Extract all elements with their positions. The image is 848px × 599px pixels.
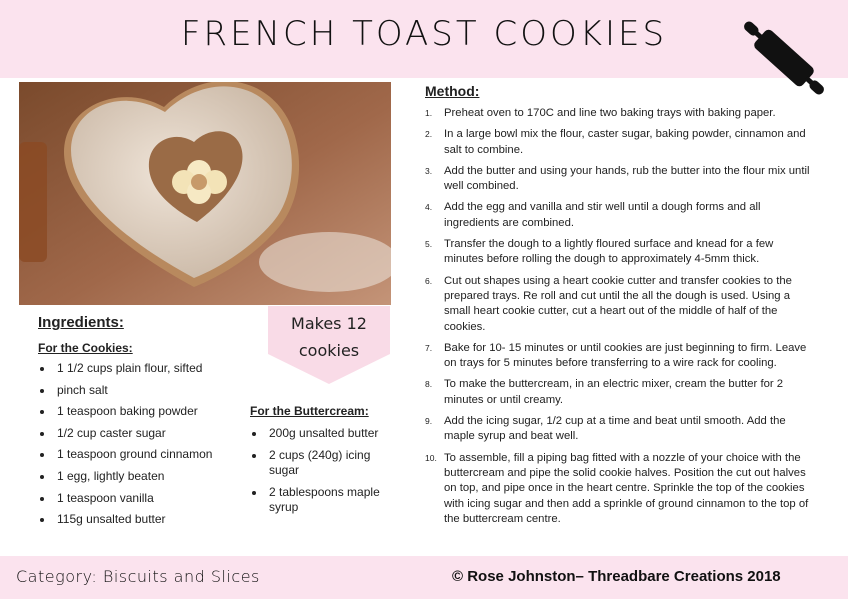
makes-badge-text	[268, 310, 390, 364]
step-number: 2.	[425, 129, 433, 140]
rolling-pin-icon	[728, 4, 840, 112]
method-step	[425, 377, 815, 408]
list-item: pinch salt	[38, 383, 238, 398]
footer-band	[0, 556, 848, 599]
method-step	[425, 274, 815, 335]
step-number: 5.	[425, 239, 433, 250]
buttercream-subheading: For the Buttercream:	[250, 404, 369, 418]
method-step	[425, 200, 815, 231]
copyright-text: © Rose Johnston– Threadbare Creations 2018	[452, 568, 781, 585]
step-number: 6.	[425, 275, 433, 286]
step-text: To make the buttercream, in an electric mixer, cream the butter for 2 minutes or until creamy.	[444, 378, 784, 406]
step-text: Add the butter and using your hands, rub the butter into the flour mix until well combined.	[444, 164, 810, 193]
method-step	[425, 414, 815, 445]
step-text: Bake for 10- 15 minutes or until cookies are just beginning to firm. Leave on trays for 5 minutes before transferring to a wire rack for cooling.	[444, 341, 807, 370]
cookies-subheading: For the Cookies:	[38, 341, 133, 355]
cookie-photo	[19, 82, 391, 305]
list-item: 115g unsalted butter	[38, 512, 238, 527]
recipe-title: FRENCH TOAST COOKIES	[180, 14, 668, 54]
list-item: 1 teaspoon ground cinnamon	[38, 447, 238, 462]
step-text: Preheat oven to 170C and line two baking trays with baking paper.	[444, 107, 776, 119]
list-item: 2 tablespoons maple syrup	[250, 485, 400, 515]
step-number: 9.	[425, 416, 433, 427]
makes-line-1: Makes 12	[291, 314, 367, 333]
step-text: Cut out shapes using a heart cookie cutter and transfer cookies to the prepared trays. Re roll and cut until the all the dough is used. Using a small heart cookie cutter, cut a heart out of the middle of half of the cookies.	[444, 274, 792, 333]
step-number: 10.	[425, 452, 437, 463]
list-item: 1 egg, lightly beaten	[38, 469, 238, 484]
method-step	[425, 341, 815, 372]
method-step	[425, 451, 815, 527]
makes-line-2: cookies	[298, 341, 360, 360]
step-number: 8.	[425, 379, 433, 390]
list-item: 1 1/2 cups plain flour, sifted	[38, 361, 238, 376]
method-step	[425, 164, 815, 195]
method-heading: Method:	[425, 83, 480, 99]
ingredients-heading: Ingredients:	[38, 314, 124, 331]
step-number: 7.	[425, 342, 433, 353]
category-label: Category: Biscuits and Slices	[16, 567, 260, 586]
step-number: 4.	[425, 202, 433, 213]
step-text: Add the egg and vanilla and stir well until a dough forms and all ingredients are combined.	[444, 201, 761, 229]
buttercream-ingredient-list	[250, 426, 400, 522]
cookies-ingredient-list	[38, 361, 238, 534]
method-steps	[425, 106, 815, 533]
list-item: 1 teaspoon baking powder	[38, 404, 238, 419]
step-text: Transfer the dough to a lightly floured surface and knead for a few minutes before rolling the dough to approximately 4-5mm thick.	[444, 238, 774, 266]
list-item: 200g unsalted butter	[250, 426, 400, 441]
list-item: 1/2 cup caster sugar	[38, 426, 238, 441]
step-text: To assemble, fill a piping bag fitted with a nozzle of your choice with the buttercream and pipe the solid cookie halves. Position the cut out halves on top, and pipe once in the heart centre. Sprinkle the top of the cookies with icing sugar and then add a sprinkle of ground cinnamon to the top of the buttercream centre.	[444, 451, 809, 525]
method-step	[425, 127, 815, 158]
step-text: In a large bowl mix the flour, caster sugar, baking powder, cinnamon and salt to combine.	[444, 128, 806, 156]
method-step	[425, 106, 815, 121]
header-band	[0, 0, 848, 78]
method-step	[425, 237, 815, 268]
step-text: Add the icing sugar, 1/2 cup at a time and beat until smooth. Add the maple syrup and beat well.	[444, 415, 786, 443]
list-item: 1 teaspoon vanilla	[38, 491, 238, 506]
step-number: 1.	[425, 108, 433, 118]
step-number: 3.	[425, 165, 433, 176]
list-item: 2 cups (240g) icing sugar	[250, 448, 400, 478]
